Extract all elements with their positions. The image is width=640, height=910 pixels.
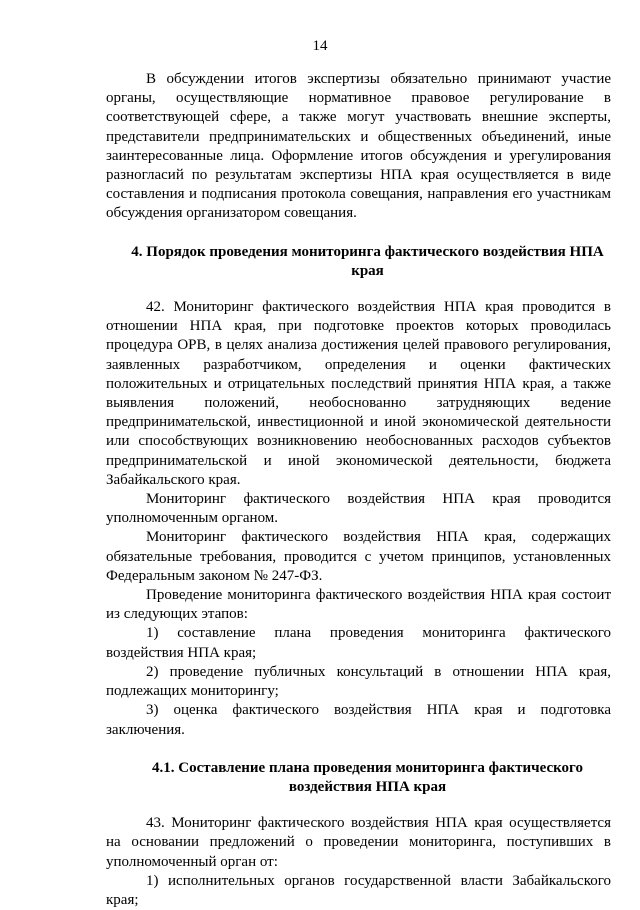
- section-4-heading: 4. Порядок проведения мониторинга фактического воздействия НПА края: [131, 243, 604, 279]
- paragraph-42: 42. Мониторинг фактического воздействия НПА края проводится в отношении НПА края, при подготовке проектов которых проводилась процедура ОРВ, в целях анализа достижения целей правового регулирования, заявленных разработчиком, определения и оценки фактических положительных и отрицательных последствий принятия НПА края, а также выявления положений, необоснованно затрудняющих ведение предпринимательской, инвестиционной и иной экономической деятельности или способствующих возникновению необоснованных расходов субъектов предпринимательской и иной экономической деятельности, бюджета Забайкальского края.: [106, 299, 611, 488]
- section-4-1-heading: 4.1. Составление плана проведения мониторинга фактического воздействия НПА края: [151, 759, 583, 795]
- stage-1: 1) составление плана проведения мониторинга фактического воздействия НПА края;: [106, 625, 611, 661]
- stage-2: 2) проведение публичных консультаций в отношении НПА края, подлежащих мониторингу;: [106, 663, 611, 700]
- document-body: [106, 70, 611, 910]
- paragraph-monitoring-authority: Мониторинг фактического воздействия НПА края проводится уполномоченным органом.: [106, 491, 611, 527]
- paragraph-stages-intro: Проведение мониторинга фактического воздействия НПА края состоит из следующих этапов:: [106, 587, 611, 623]
- paragraph-43-item-1: 1) исполнительных органов государственной власти Забайкальского края;: [106, 872, 611, 908]
- paragraph-43: 43. Мониторинг фактического воздействия НПА края осуществляется на основании предложений о проведении мониторинга, поступивших в уполномоченный орган от:: [106, 815, 611, 870]
- stage-3: 3) оценка фактического воздействия НПА края и подготовка заключения.: [106, 702, 611, 738]
- page-number: 14: [312, 38, 328, 54]
- paragraph-mandatory-requirements: Мониторинг фактического воздействия НПА края, содержащих обязательные требования, проводится с учетом принципов, установленных Федеральным законом № 247-ФЗ.: [106, 529, 611, 584]
- intro-paragraph: В обсуждении итогов экспертизы обязательно принимают участие органы, осуществляющие нормативное правовое регулирование в соответствующей сфере, а также могут участвовать внешние эксперты, представители предпринимательских и общественных объединений, иные заинтересованные лица. Оформление итогов обсуждения и урегулирования разногласий по результатам экспертизы НПА края осуществляется в виде составления и подписания протокола совещания, направления его участникам обсуждения организатором совещания.: [106, 71, 611, 222]
